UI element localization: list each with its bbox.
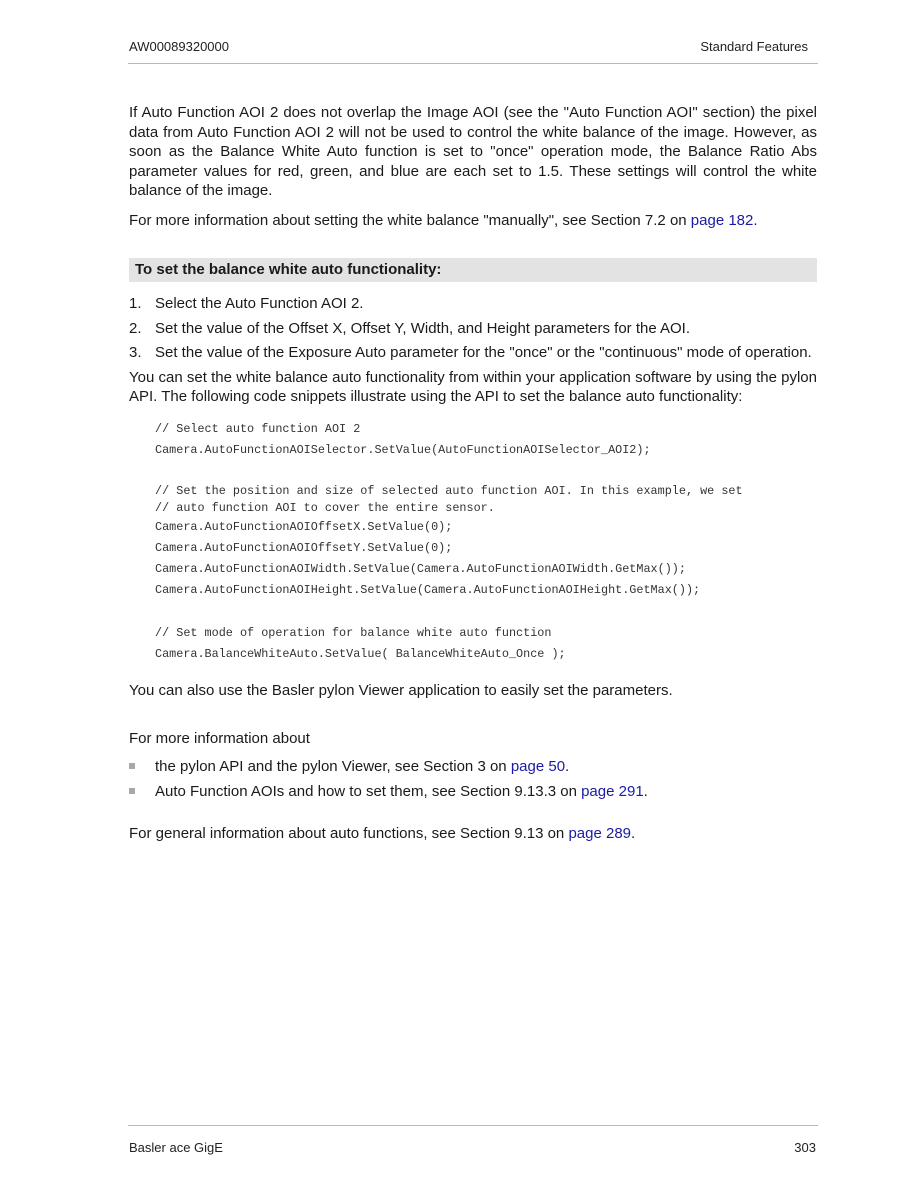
manual-white-balance-paragraph	[129, 211, 817, 231]
page-50-link[interactable]: page 50	[510, 757, 566, 775]
code-line: Camera.AutoFunctionAOIOffsetY.SetValue(0);	[155, 540, 453, 555]
page-289-link[interactable]: page 289	[568, 824, 632, 842]
para-text-suffix: .	[753, 211, 758, 229]
code-spacer	[155, 461, 817, 483]
code-spacer	[155, 601, 817, 623]
step-number: 2.	[129, 319, 142, 337]
code-line: Camera.AutoFunctionAOIWidth.SetValue(Camera.AutoFunctionAOIWidth.GetMax());	[155, 561, 686, 576]
general-info-paragraph: For general information about auto functions, see Section 9.13 on page 289.	[129, 824, 636, 842]
more-info-list	[129, 757, 817, 802]
page-182-link[interactable]: page 182	[690, 211, 754, 229]
list-item	[129, 294, 817, 314]
code-snippet	[155, 419, 817, 665]
code-line: Camera.BalanceWhiteAuto.SetValue( BalanceWhiteAuto_Once );	[155, 646, 566, 661]
procedure-steps	[129, 294, 817, 363]
bullet-text: the pylon API and the pylon Viewer, see Section 3 on page 50.	[155, 757, 570, 775]
code-line: Camera.AutoFunctionAOIOffsetX.SetValue(0);	[155, 519, 453, 534]
step-text: Select the Auto Function AOI 2.	[155, 295, 364, 312]
page-body	[129, 103, 817, 843]
code-comment: // Set mode of operation for balance white auto function	[155, 625, 552, 640]
more-info-lead: For more information about	[129, 730, 310, 747]
header-divider	[128, 63, 818, 64]
procedure-heading: To set the balance white auto functionality:	[129, 258, 817, 282]
list-item	[129, 319, 817, 339]
footer-product-name: Basler ace GigE	[129, 1140, 223, 1155]
header-doc-number: AW00089320000	[129, 39, 229, 54]
viewer-paragraph: You can also use the Basler pylon Viewer application to easily set the parameters.	[129, 681, 673, 699]
code-comment: // Select auto function AOI 2	[155, 421, 361, 436]
api-paragraph: You can set the white balance auto functionality from within your application software by using the pylon API. The following code snippets illustrate using the API to set the balance auto functionality:	[129, 368, 817, 405]
para-text: For more information about setting the white balance "manually", see Section 7.2 on	[129, 211, 691, 229]
list-item	[129, 343, 817, 363]
list-item	[129, 757, 817, 777]
code-comment: // auto function AOI to cover the entire sensor.	[155, 500, 495, 515]
bullet-square-icon	[129, 757, 155, 777]
page-number: 303	[794, 1140, 816, 1155]
footer-divider	[128, 1125, 818, 1126]
step-number: 1.	[129, 295, 142, 312]
intro-paragraph: If Auto Function AOI 2 does not overlap the Image AOI (see the "Auto Function AOI" section) the pixel data from Auto Function AOI 2 will not be used to control the white balance of the image. However, as soon as the Balance White Auto function is set to "once" operation mode, the Balance Ratio Abs parameter values for red, green, and blue are each set to 1.5. These settings will control the white balance of the image.	[129, 104, 817, 199]
code-comment: // Set the position and size of selected auto function AOI. In this example, we set	[155, 483, 743, 498]
step-text: Set the value of the Exposure Auto parameter for the "once" or the "continuous" mode of operation.	[155, 344, 812, 361]
step-text: Set the value of the Offset X, Offset Y, Width, and Height parameters for the AOI.	[155, 319, 691, 337]
page-291-link[interactable]: page 291	[581, 783, 644, 800]
list-item	[129, 782, 817, 802]
code-line: Camera.AutoFunctionAOIHeight.SetValue(Camera.AutoFunctionAOIHeight.GetMax());	[155, 582, 701, 597]
code-line: Camera.AutoFunctionAOISelector.SetValue(AutoFunctionAOISelector_AOI2);	[155, 442, 651, 457]
header-section-title: Standard Features	[700, 39, 808, 54]
step-number: 3.	[129, 344, 142, 361]
bullet-text: Auto Function AOIs and how to set them, see Section 9.13.3 on page 291.	[155, 783, 648, 800]
bullet-square-icon	[129, 782, 155, 802]
